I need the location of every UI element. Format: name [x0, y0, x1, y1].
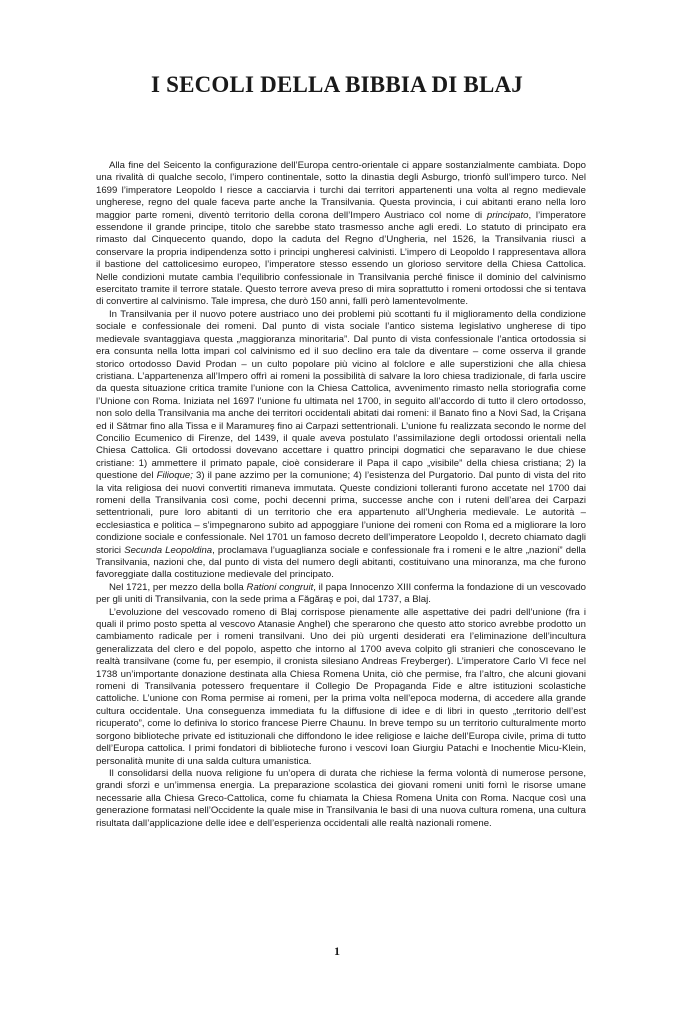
italic-text: Secunda Leopoldina	[124, 544, 213, 556]
text-run: Il consolidarsi della nuova religione fu un’opera di durata che richiese la ferma volontà di numerose persone, grandi sforzi e un’immensa energia. La preparazione scolastica dei giovani romeni uniti fornì le risorse umane necessarie alla Chiesa Greco-Cattolica, come fu chiamata la Chiesa Romena Unita con Roma. Nacque così una generazione formatasi nell’Occidente la quale mise in Transilvania le basi di una nuova cultura romena, una cultura risultata dall’applicazione delle idee e dell’esperienza occidentali alle realtà nazionali romene.	[96, 767, 586, 829]
paragraph-1	[96, 160, 586, 309]
text-run: In Transilvania per il nuovo potere austriaco uno dei problemi più scottanti fu il miglioramento della condizione sociale e confessionale dei romeni. Dal punto di vista sociale l’antico sistema legislativo ungherese di tipo medievale svantaggiava questa „maggioranza minoritaria”. Dal punto di vista confessionale l’antica ortodossia si era consunta nella lotta impari col calvinismo ed il suo declino era tale da diventare – come osserva il grande storico ortodosso David Prodan – un culto popolare più vicino al folclore e alle superstizioni che alla chiesa cristiana. L’appartenenza all’Impero offrì ai romeni la possibilità di salvare la loro chiesa tradizionale, di farla uscire da questa situazione critica tramite l’unione con la Chiesa Cattolica, avvenimento rimasto nella storiografia come l’Unione con Roma. Iniziata nel 1697 l’unione fu ultimata nel 1700, in seguito all’accordo di tutto il clero ortodosso, non solo della Transilvania ma anche dei territori occidentali abitati dai romeni: il Banato fino a Novi Sad, la Crişana ed il Sătmar fino alla Tissa e il Maramureş fino ai Carpazi settentrionali. L’unione fu realizzata secondo le norme del Concilio Ecumenico di Firenze, del 1439, il quale aveva postulato l’assimilazione degli ortodossi orientali nella Chiesa Cattolica. Gli ortodossi dovevano accettare i quattro principi dogmatici che separavano le due chiese cristiane: 1) ammettere il primato papale, cioè considerare il Papa il capo „visibile” della chiesa cristiana; 2) la questione del	[96, 308, 586, 482]
text-run: Nel 1721, per mezzo della bolla	[109, 581, 247, 593]
text-run: , il papa Innocenzo XIII conferma la fondazione di un vescovado per gli uniti di Transilvania, con la sede prima a Făgăraş e poi, dal 1737, a Blaj.	[96, 581, 586, 606]
text-run: , l’imperatore essendone il grande principe, titolo che sarebbe stato trasmesso anche agli eredi. Lo statuto di principato era rimasto dal Cinquecento quando, dopo la caduta del Regno d’Ungheria, nel 1526, la Transilvania riuscì a conservare la propria indipendenza sotto i principi ungheresi calvinisti. L’impero di Leopoldo I rappresentava allora il bastione del cattolicesimo europeo, l’imperatore stesso essendo un glorioso servitore della Chiesa Cattolica. Nelle condizioni mutate cambia l’equilibrio confessionale in Transilvania perché finisce il dominio del calvinismo esercitato tramite il terrore statale. Questo terrore aveva preso di mira soprattutto i romeni ortodossi che si tentava di convertire al calvinismo. Tale impresa, che durò 150 anni, fallì però lamentevolmente.	[96, 209, 586, 308]
page-number: 1	[334, 944, 340, 958]
text-run: , proclamava l’uguaglianza sociale e confessionale fra i romeni e le altre „nazioni” della Transilvania, nazioni che, dal punto di vista del numero degli abitanti, costituivano una minoranza, ma che furono favoreggiate dalla costituzione medievale del principato.	[96, 544, 587, 581]
italic-text: Filioque;	[156, 470, 193, 482]
paragraph-2	[96, 309, 586, 582]
text-run: 3) il pane azzimo per la comunione; 4) l’esistenza del Purgatorio. Dal punto di vista del rito la vita religiosa dei nuovi convertiti rimaneva immutata. Queste condizioni tolleranti furono accetate nel 1700 dai romeni della Transilvania così come, pochi decenni prima, successe anche con i ruteni dell’area dei Carpazi settentrionali, pure loro abitanti di un territorio che era appartenuto all’Ungheria medievale. Le autorità – ecclesiastica e politica – s’impegnarono subito ad appoggiare l’unione dei romeni con Roma ed a migliorare la loro condizione sociale e confessionale. Nel 1701 un famoso decreto dell’imperatore Leopoldo I, decreto chiamato dagli storici	[96, 470, 586, 556]
document-body	[96, 160, 586, 830]
text-run: L’evoluzione del vescovado romeno di Blaj corrispose pienamente alle aspettative dei padri dell’unione (fra i quali il primo posto spetta al vescovo Atanasie Anghel) che sperarono che questo atto storico avrebbe prodotto un cambiamento radicale per i romeni transilvani. Uno dei più urgenti desiderati era l’eliminazione dell’incultura generalizzata del clero e del popolo, aspetto che intorno al 1700 aveva colpito gli stranieri che conoscevano le realtà transilvane (come fu, per esempio, il cronista silesiano Andreas Freyberger). L’imperatore Carlo VI fece nel 1738 un’importante donazione destinata alla Chiesa Romena Unita, ciò che permise, fra l’altro, che alcuni giovani romeni di Transilvania potessero frequentare il Collegio De Propaganda Fide e altre istituzioni scolastiche cattoliche. L’unione con Roma permise ai romeni, per la prima volta nell’epoca moderna, di accedere alla grande cultura occidentale. Una conseguenza immediata fu la diffusione di idee e di libri in questo „territorio dell’est ricuperato”, come lo definiva lo storico francese Pierre Chaunu. In breve tempo su un territorio culturalmente morto sorgono biblioteche private ed istituzionali che diffondono le idee religiose e laiche dell’Europa civile, prima di tutto dell’Europa cattolica. I primi fondatori di biblioteche furono i vescovi Ioan Giurgiu Patachi e Inochentie Micu-Klein, personalità munite di una salda cultura umanistica.	[96, 606, 586, 767]
paragraph-5	[96, 768, 586, 830]
paragraph-4	[96, 607, 586, 768]
italic-text: principato	[486, 209, 529, 221]
text-run: Alla fine del Seicento la configurazione dell’Europa centro-orientale ci appare sostanzialmente cambiata. Dopo una rivalità di qualche secolo, l’impero continentale, sotto la dinastia degli Asburgo, trionfò sull’impero turco. Nel 1699 l’imperatore Leopoldo I riesce a cacciarvia i turchi dai territori appartenenti una volta al regno medievale ungherese, regno del quale faceva parte anche la Transilvania. Questa provincia, i cui abitanti erano nella loro maggior parte romeni, diventò territorio della corona dell’Impero Austriaco col nome di	[96, 160, 586, 221]
paragraph-3	[96, 582, 586, 607]
page-title: I SECOLI DELLA BIBBIA DI BLAJ	[150, 72, 523, 97]
italic-text: Rationi congruit	[246, 581, 314, 593]
